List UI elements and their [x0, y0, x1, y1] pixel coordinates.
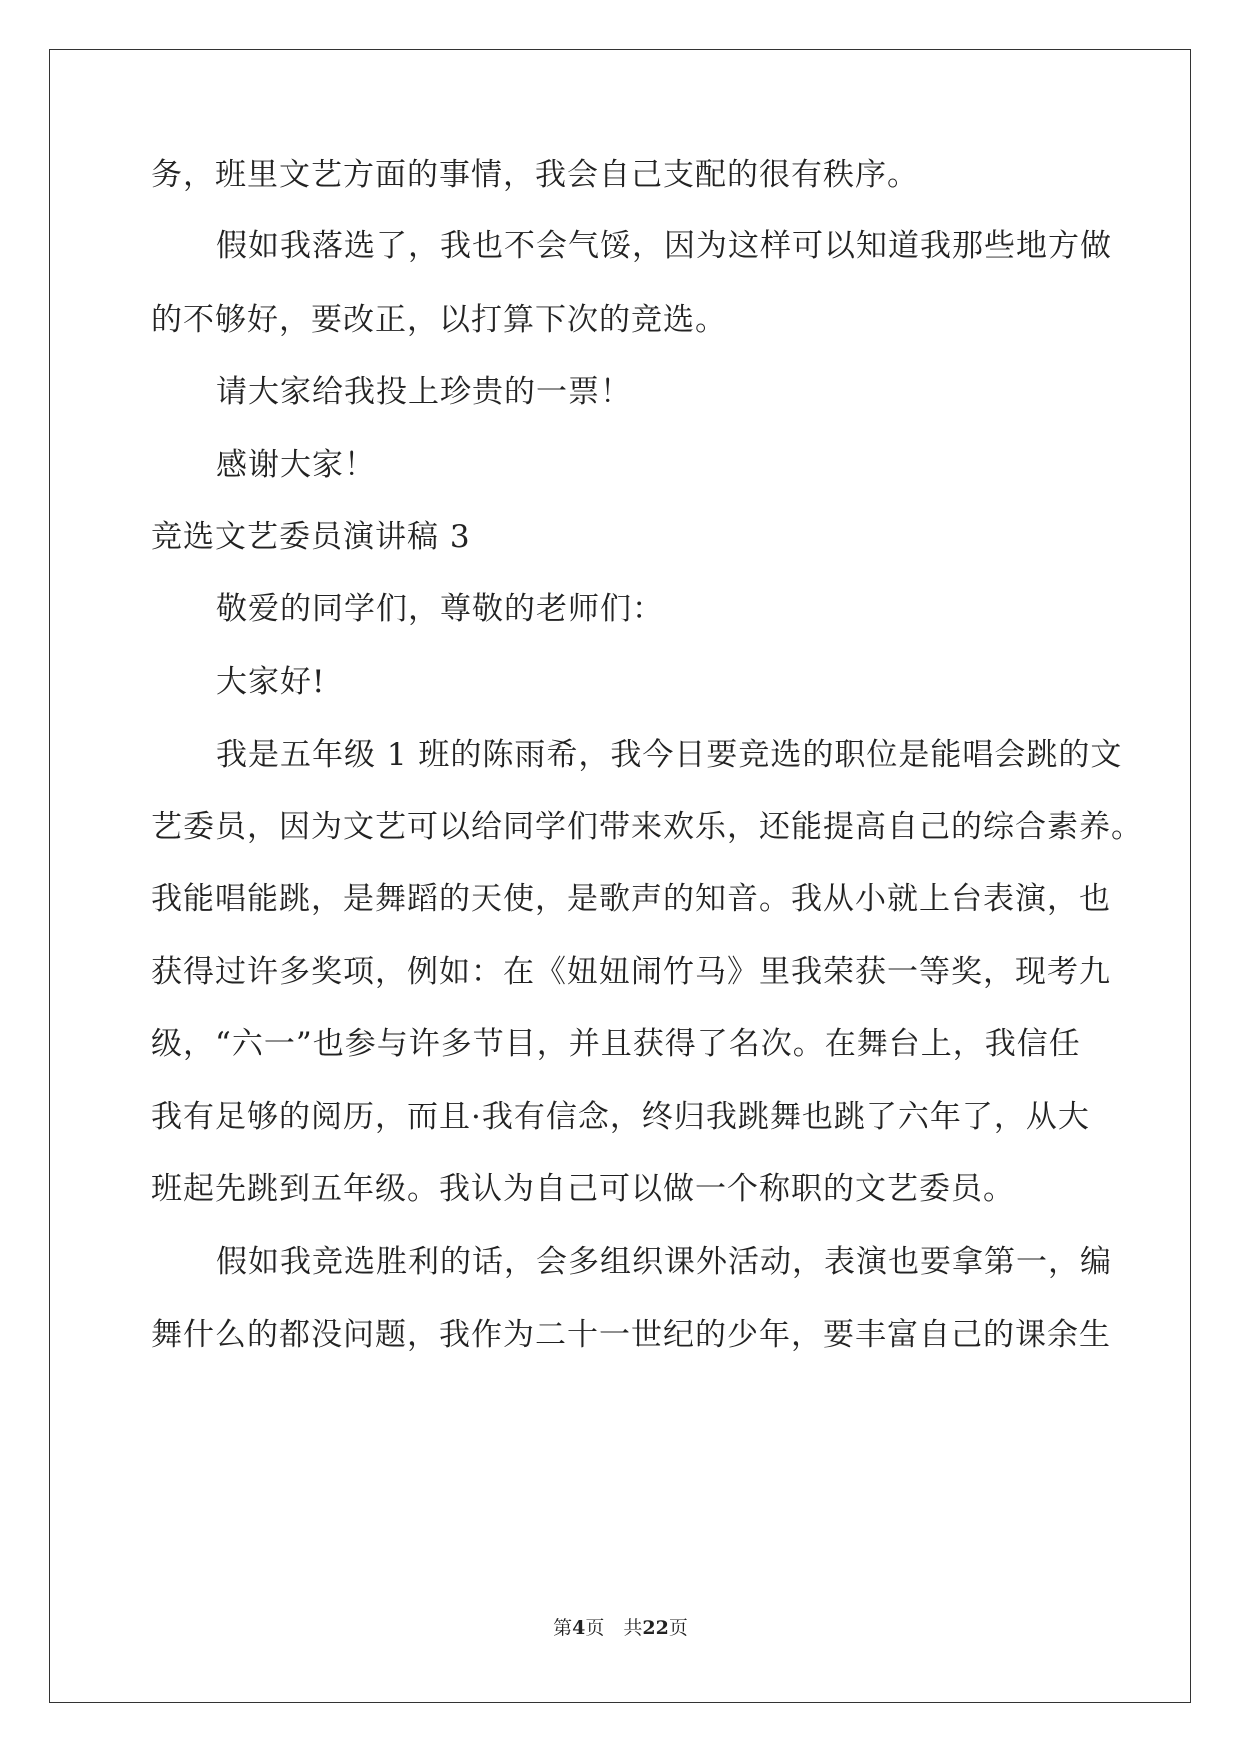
- paragraph-line: 我有足够的阅历，而且·我有信念，终归我跳舞也跳了六年了，从大: [151, 1099, 1090, 1135]
- paragraph-line: 敬爱的同学们，尊敬的老师们：: [216, 591, 664, 627]
- paragraph-line: 务，班里文艺方面的事情，我会自己支配的很有秩序。: [151, 157, 919, 193]
- paragraph-line: 假如我落选了，我也不会气馁，因为这样可以知道我那些地方做: [216, 228, 1112, 264]
- footer-page-prefix: 第: [553, 1617, 573, 1639]
- footer-page-total: 22: [642, 1617, 669, 1639]
- paragraph-line: 班起先跳到五年级。我认为自己可以做一个称职的文艺委员。: [151, 1171, 1015, 1207]
- page-border: [49, 49, 1191, 1703]
- paragraph-line: 感谢大家！: [216, 447, 376, 483]
- footer-page-current: 4: [572, 1617, 586, 1639]
- paragraph-line: 的不够好，要改正，以打算下次的竞选。: [151, 302, 727, 338]
- footer-page-suffix: 页: [668, 1617, 688, 1639]
- paragraph-line: 我是五年级 1 班的陈雨希，我今日要竞选的职位是能唱会跳的文: [216, 737, 1123, 773]
- footer-page-mid: 页 共: [585, 1617, 643, 1639]
- paragraph-line: 请大家给我投上珍贵的一票！: [216, 374, 632, 410]
- section-heading: 竞选文艺委员演讲稿 3: [151, 519, 471, 555]
- paragraph-line: 我能唱能跳，是舞蹈的天使，是歌声的知音。我从小就上台表演，也: [151, 881, 1111, 917]
- paragraph-line: 获得过许多奖项，例如：在《妞妞闹竹马》里我荣获一等奖，现考九: [151, 954, 1111, 990]
- paragraph-line: 艺委员，因为文艺可以给同学们带来欢乐，还能提高自己的综合素养。: [151, 809, 1143, 845]
- paragraph-line: 舞什么的都没问题，我作为二十一世纪的少年，要丰富自己的课余生: [151, 1317, 1111, 1353]
- paragraph-line: 级，“六一”也参与许多节目，并且获得了名次。在舞台上，我信任: [151, 1026, 1081, 1062]
- paragraph-line: 大家好!: [216, 664, 326, 700]
- page-footer: [0, 1616, 1241, 1640]
- paragraph-line: 假如我竞选胜利的话，会多组织课外活动，表演也要拿第一，编: [216, 1244, 1112, 1280]
